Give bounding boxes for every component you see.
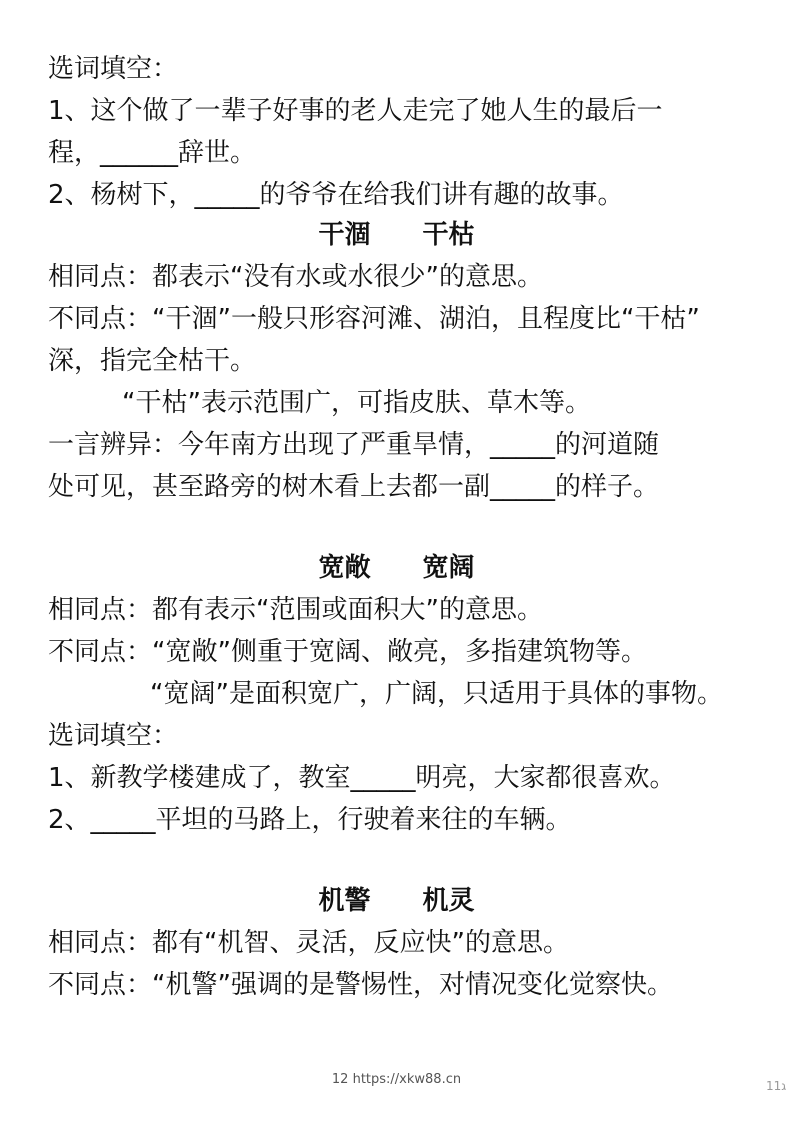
text-line: 相同点：都有“机智、灵活，反应快”的意思。 (48, 928, 569, 958)
text-line: 不同点：“机警”强调的是警惕性，对情况变化觉察快。 (48, 970, 673, 1000)
page-footer: 12 https://xkw88.cn (331, 1072, 462, 1087)
section-heading: 宽敞 宽阔 (318, 553, 475, 583)
text-line: 选词填空： (48, 54, 179, 84)
text-line: 2、杨树下，_____的爷爷在给我们讲有趣的故事。 (48, 180, 624, 210)
text-line: 选词填空： (48, 721, 179, 751)
text-line: “干枯”表示范围广，可指皮肤、草木等。 (122, 388, 591, 418)
section-heading: 干涸 干枯 (318, 220, 475, 250)
text-line: 不同点：“宽敞”侧重于宽阔、敞亮，多指建筑物等。 (48, 637, 647, 667)
text-line: 1、这个做了一辈子好事的老人走完了她人生的最后一 (48, 96, 663, 126)
text-line: 程，______辞世。 (48, 138, 257, 168)
text-line: 处可见，甚至路旁的树木看上去都一副_____的样子。 (48, 472, 660, 502)
section-heading: 机警 机灵 (318, 886, 475, 916)
text-line: 深，指完全枯干。 (48, 346, 257, 376)
text-line: 2、_____平坦的马路上，行驶着来往的车辆。 (48, 805, 572, 835)
text-line: 1、新教学楼建成了，教室_____明亮，大家都很喜欢。 (48, 763, 676, 793)
text-line: 不同点：“干涸”一般只形容河滩、湖泊，且程度比“干枯” (48, 304, 700, 334)
text-line: 一言辨异：今年南方出现了严重旱情，_____的河道随 (48, 430, 660, 460)
text-line: “宽阔”是面积宽广，广阔，只适用于具体的事物。 (150, 679, 723, 709)
text-line: 相同点：都有表示“范围或面积大”的意思。 (48, 595, 543, 625)
text-line: 相同点：都表示“没有水或水很少”的意思。 (48, 262, 543, 292)
corner-mark: ג11 (766, 1079, 787, 1093)
